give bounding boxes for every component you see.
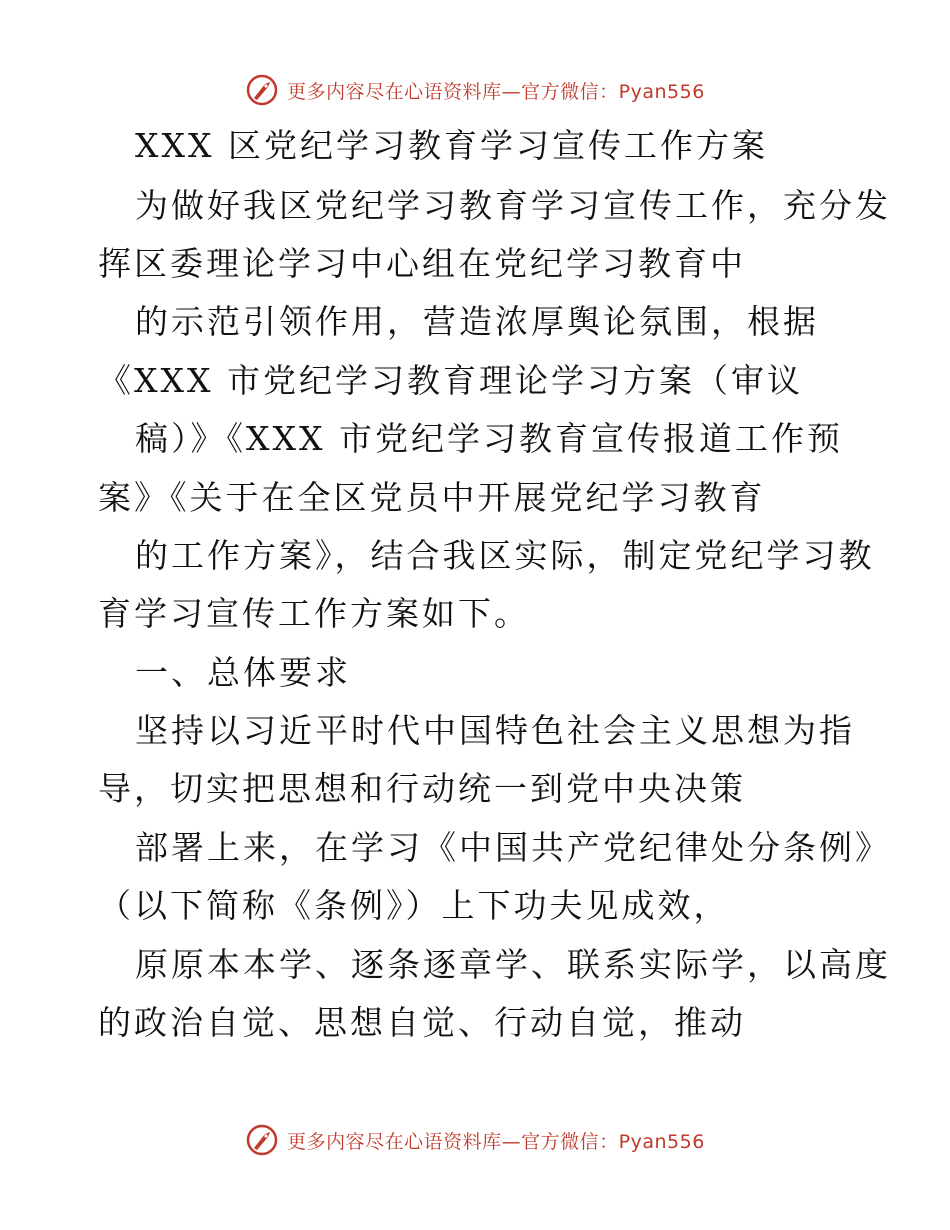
paragraph-line: 挥区委理论学习中心组在党纪学习教育中 — [98, 244, 746, 283]
paragraph-line: 案》《关于在全区党员中开展党纪学习教育 — [98, 478, 766, 517]
paragraph-line: 的政治自觉、思想自觉、行动自觉，推动 — [98, 1003, 746, 1042]
header-watermark — [0, 70, 950, 110]
paragraph-line: 的示范引领作用，营造浓厚舆论氛围，根据 — [135, 302, 819, 341]
paragraph-line: 的工作方案》，结合我区实际，制定党纪学习教 — [135, 536, 875, 575]
paragraph-line: （以下简称《条例》）上下功夫见成效， — [98, 886, 730, 925]
paragraph-line: 《XXX 市党纪学习教育理论学习方案（审议 — [98, 361, 803, 400]
paragraph-line: 部署上来，在学习《中国共产党纪律处分条例》 — [135, 828, 891, 867]
pen-nib-logo-icon — [245, 73, 279, 107]
paragraph-line: 坚持以习近平时代中国特色社会主义思想为指 — [135, 711, 855, 750]
section-heading: 一、总体要求 — [135, 653, 351, 692]
document-title: XXX 区党纪学习教育学习宣传工作方案 — [135, 126, 768, 165]
pen-nib-logo-icon — [245, 1123, 279, 1157]
watermark-text: 更多内容尽在心语资料库—官方微信：Pyan556 — [287, 1130, 705, 1153]
watermark-handle: Pyan556 — [618, 80, 705, 103]
footer-watermark — [0, 1120, 950, 1160]
paragraph-line: 育学习宣传工作方案如下。 — [98, 594, 530, 633]
paragraph-line: 原原本本学、逐条逐章学、联系实际学，以高度 — [135, 945, 891, 984]
paragraph-line: 导，切实把思想和行动统一到党中央决策 — [98, 769, 746, 808]
paragraph-line: 稿）》《XXX 市党纪学习教育宣传报道工作预 — [135, 419, 843, 458]
watermark-handle: Pyan556 — [618, 1130, 705, 1153]
watermark-text: 更多内容尽在心语资料库—官方微信：Pyan556 — [287, 80, 705, 103]
paragraph-line: 为做好我区党纪学习教育学习宣传工作，充分发 — [135, 186, 891, 225]
